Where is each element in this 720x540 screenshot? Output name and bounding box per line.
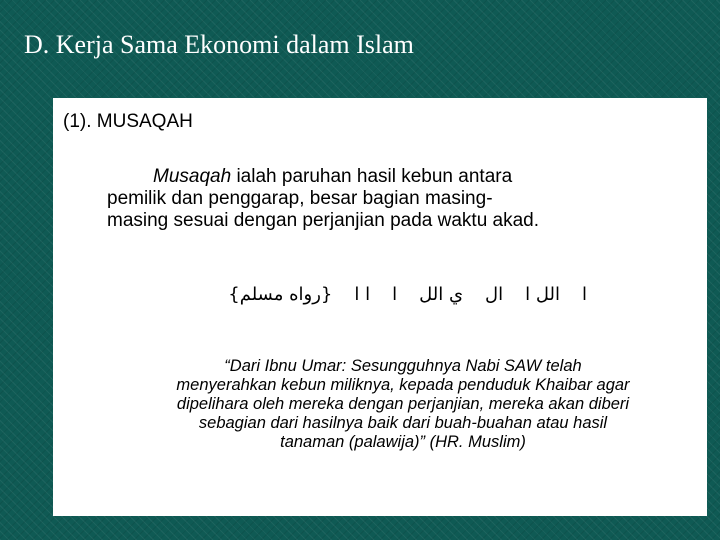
hadith-line-5: tanaman (palawija)” (HR. Muslim) [280, 433, 526, 451]
hadith-line-4: sebagian dari hasilnya baik dari buah-buahan atau hasil [198, 414, 608, 432]
definition-paragraph [107, 166, 707, 232]
definition-line-1-rest: ialah paruhan hasil kebun antara [231, 166, 513, 187]
hadith-line-2: menyerahkan kebun miliknya, kepada penduduk Khaibar agar [176, 376, 630, 394]
hadith-translation [101, 357, 705, 452]
section-heading: (1). MUSAQAH [63, 111, 193, 132]
arabic-fragment: ا [392, 284, 398, 305]
definition-line-1 [107, 166, 707, 188]
definition-line-2: pemilik dan penggarap, besar bagian masing- [107, 188, 493, 209]
definition-line-3: masing sesuai dengan perjanjian pada waktu akad. [107, 210, 540, 231]
arabic-source: {رواه مسلم} [228, 284, 333, 305]
arabic-fragment: ال [485, 284, 504, 305]
slide-title: D. Kerja Sama Ekonomi dalam Islam [24, 30, 414, 59]
definition-term: Musaqah [153, 166, 232, 187]
content-box [53, 98, 707, 516]
hadith-line-3: dipelihara oleh mereka dengan perjanjian, mereka akan diberi [176, 395, 630, 413]
arabic-fragment: ا [581, 284, 587, 305]
arabic-fragment: الل ا [525, 284, 560, 305]
hadith-line-1: “Dari Ibnu Umar: Sesungguhnya Nabi SAW telah [224, 357, 582, 375]
arabic-fragment: ي الل [419, 284, 464, 305]
arabic-hadith-text [211, 284, 587, 305]
arabic-fragment: ا ا [354, 284, 371, 305]
